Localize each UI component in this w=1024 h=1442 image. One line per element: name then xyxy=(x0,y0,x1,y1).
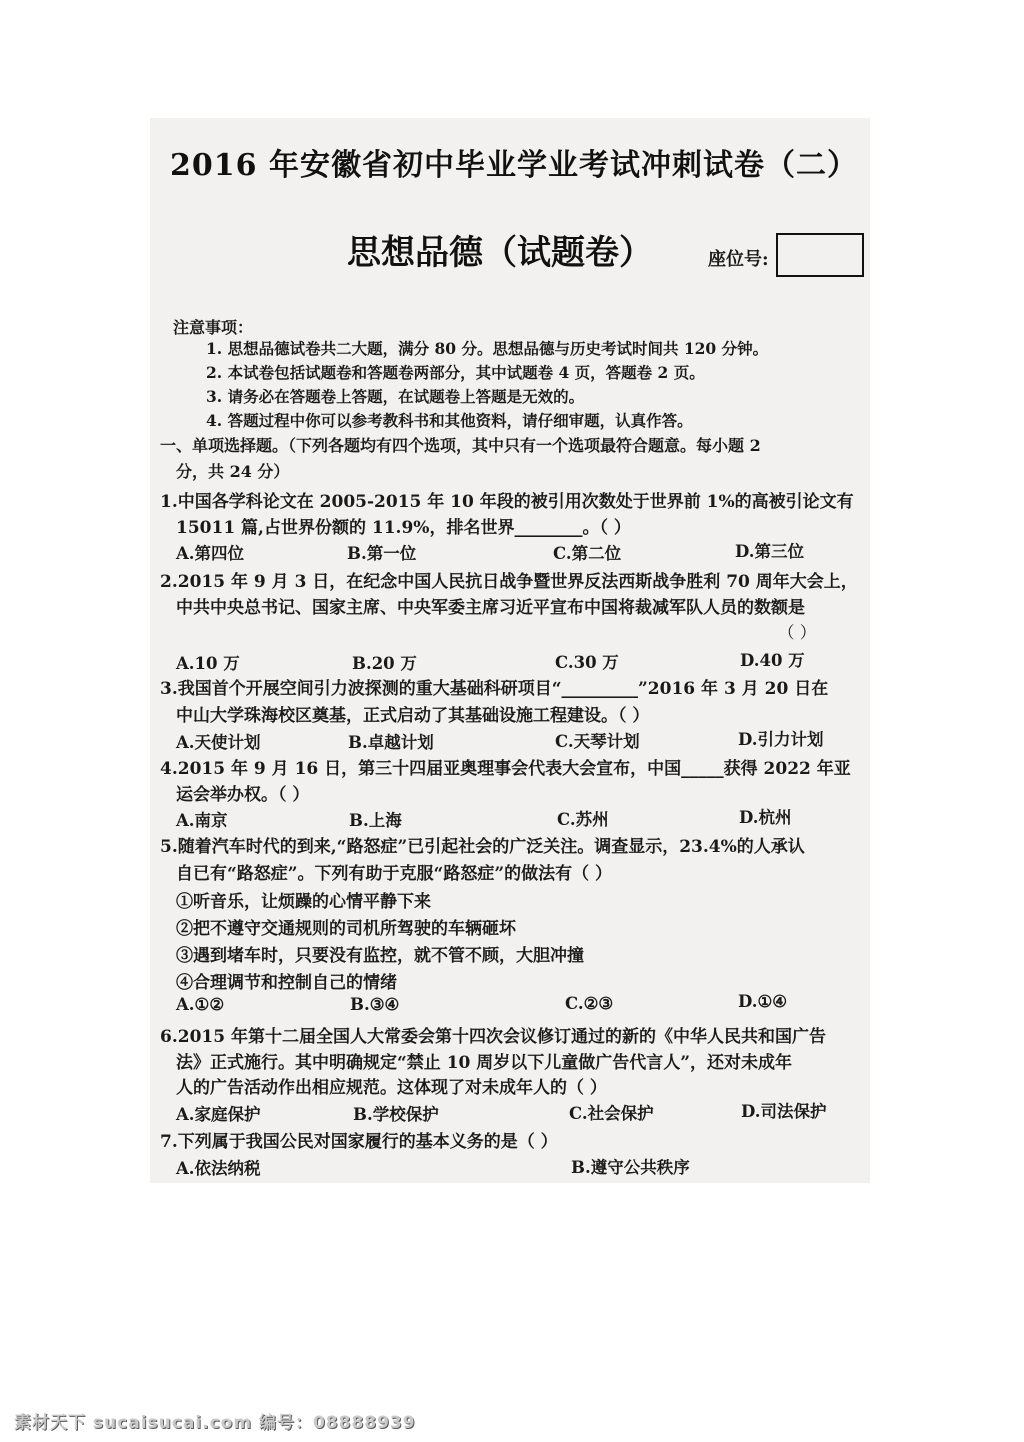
question-5-option-c: C.②③ xyxy=(565,994,614,1013)
question-5-text: 自已有“路怒症”。下列有助于克服“路怒症”的做法有（ ） xyxy=(176,864,613,884)
question-2-answer-paren: （ ） xyxy=(778,623,817,642)
question-5-statement: ④合理调节和控制自己的情绪 xyxy=(176,973,397,993)
note-item: 3. 请务必在答题卷上答题，在试题卷上答题是无效的。 xyxy=(206,387,585,406)
section-heading-cont: 分，共 24 分） xyxy=(176,462,290,481)
question-3-option-a: A.天使计划 xyxy=(176,733,261,752)
question-6-option-d: D.司法保护 xyxy=(741,1102,827,1121)
question-2-text: 中共中央总书记、国家主席、中央军委主席习近平宣布中国将裁减军队人员的数额是 xyxy=(176,598,805,618)
note-item: 1. 思想品德试卷共二大题，满分 80 分。思想品德与历史考试时间共 120 分钟。 xyxy=(206,339,769,358)
question-5-option-b: B.③④ xyxy=(350,995,400,1014)
question-3-text: 3.我国首个开展空间引力波探测的重大基础科研项目“_________”2016 年 3 月 20 日在 xyxy=(160,679,829,699)
question-5-text: 5.随着汽车时代的到来,“路怒症”已引起社会的广泛关注。调查显示，23.4%的人承认 xyxy=(160,837,805,857)
question-3-text: 中山大学珠海校区奠基，正式启动了其基础设施工程建设。（ ） xyxy=(176,706,650,726)
question-1-text: 15011 篇,占世界份额的 11.9%，排名世界________。（ ） xyxy=(176,518,631,538)
question-4-text: 运会举办权。（ ） xyxy=(176,785,310,805)
question-2-text: 2.2015 年 9 月 3 日，在纪念中国人民抗日战争暨世界反法西斯战争胜利 70 周年大会上， xyxy=(160,572,858,592)
exam-subtitle: 思想品德（试题卷） xyxy=(347,233,653,273)
question-2-option-b: B.20 万 xyxy=(352,654,417,673)
question-2-option-c: C.30 万 xyxy=(555,653,619,672)
question-2-option-a: A.10 万 xyxy=(176,654,240,673)
question-1-option-c: C.第二位 xyxy=(553,544,622,563)
section-heading: 一、单项选择题。（下列各题均有四个选项，其中只有一个选项最符合题意。每小题 2 xyxy=(160,436,761,455)
note-item: 2. 本试卷包括试题卷和答题卷两部分，其中试题卷 4 页，答题卷 2 页。 xyxy=(206,363,705,382)
notes-heading: 注意事项： xyxy=(173,318,254,337)
question-4-option-c: C.苏州 xyxy=(557,810,609,829)
question-5-option-d: D.①④ xyxy=(738,992,788,1011)
question-5-statement: ①听音乐，让烦躁的心情平静下来 xyxy=(176,892,431,912)
question-4-option-b: B.上海 xyxy=(349,811,402,830)
question-3-option-c: C.天琴计划 xyxy=(555,732,640,751)
question-6-text: 人的广告活动作出相应规范。这体现了对未成年人的（ ） xyxy=(176,1078,607,1098)
question-3-option-d: D.引力计划 xyxy=(738,730,824,749)
question-7-option-b: B.遵守公共秩序 xyxy=(571,1158,690,1177)
question-7-text: 7.下列属于我国公民对国家履行的基本义务的是（ ） xyxy=(160,1132,558,1152)
question-3-option-b: B.卓越计划 xyxy=(348,733,434,752)
question-1-option-d: D.第三位 xyxy=(735,542,804,561)
seat-number-label: 座位号: xyxy=(708,249,769,270)
note-item: 4. 答题过程中你可以参考教科书和其他资料，请仔细审题，认真作答。 xyxy=(206,411,693,430)
question-6-option-c: C.社会保护 xyxy=(569,1104,654,1123)
question-5-option-a: A.①② xyxy=(176,995,225,1014)
question-7-option-a: A.依法纳税 xyxy=(176,1159,261,1178)
question-6-text: 6.2015 年第十二届全国人大常委会第十四次会议修订通过的新的《中华人民共和国广告 xyxy=(160,1027,826,1047)
question-2-option-d: D.40 万 xyxy=(740,651,805,670)
question-6-option-a: A.家庭保护 xyxy=(176,1105,261,1124)
question-1-option-a: A.第四位 xyxy=(176,544,245,563)
question-6-text: 法》正式施行。其中明确规定“禁止 10 周岁以下儿童做广告代言人”，还对未成年 xyxy=(176,1053,793,1073)
exam-title: 2016 年安徽省初中毕业学业考试冲刺试卷（二） xyxy=(170,148,858,183)
question-5-statement: ②把不遵守交通规则的司机所驾驶的车辆砸坏 xyxy=(176,919,516,939)
question-4-text: 4.2015 年 9 月 16 日，第三十四届亚奥理事会代表大会宣布，中国_____获得 2022 年亚 xyxy=(160,759,851,779)
question-4-option-d: D.杭州 xyxy=(739,808,792,827)
question-4-option-a: A.南京 xyxy=(176,811,228,830)
watermark-text: 素材天下 sucaisucai.com 编号：08888939 xyxy=(14,1413,416,1433)
seat-number-box xyxy=(776,233,864,277)
question-1-text: 1.中国各学科论文在 2005-2015 年 10 年段的被引用次数处于世界前 1%的高被引论文有 xyxy=(160,492,854,512)
question-1-option-b: B.第一位 xyxy=(347,544,417,563)
question-5-statement: ③遇到堵车时，只要没有监控，就不管不顾，大胆冲撞 xyxy=(176,946,584,966)
question-6-option-b: B.学校保护 xyxy=(353,1105,439,1124)
